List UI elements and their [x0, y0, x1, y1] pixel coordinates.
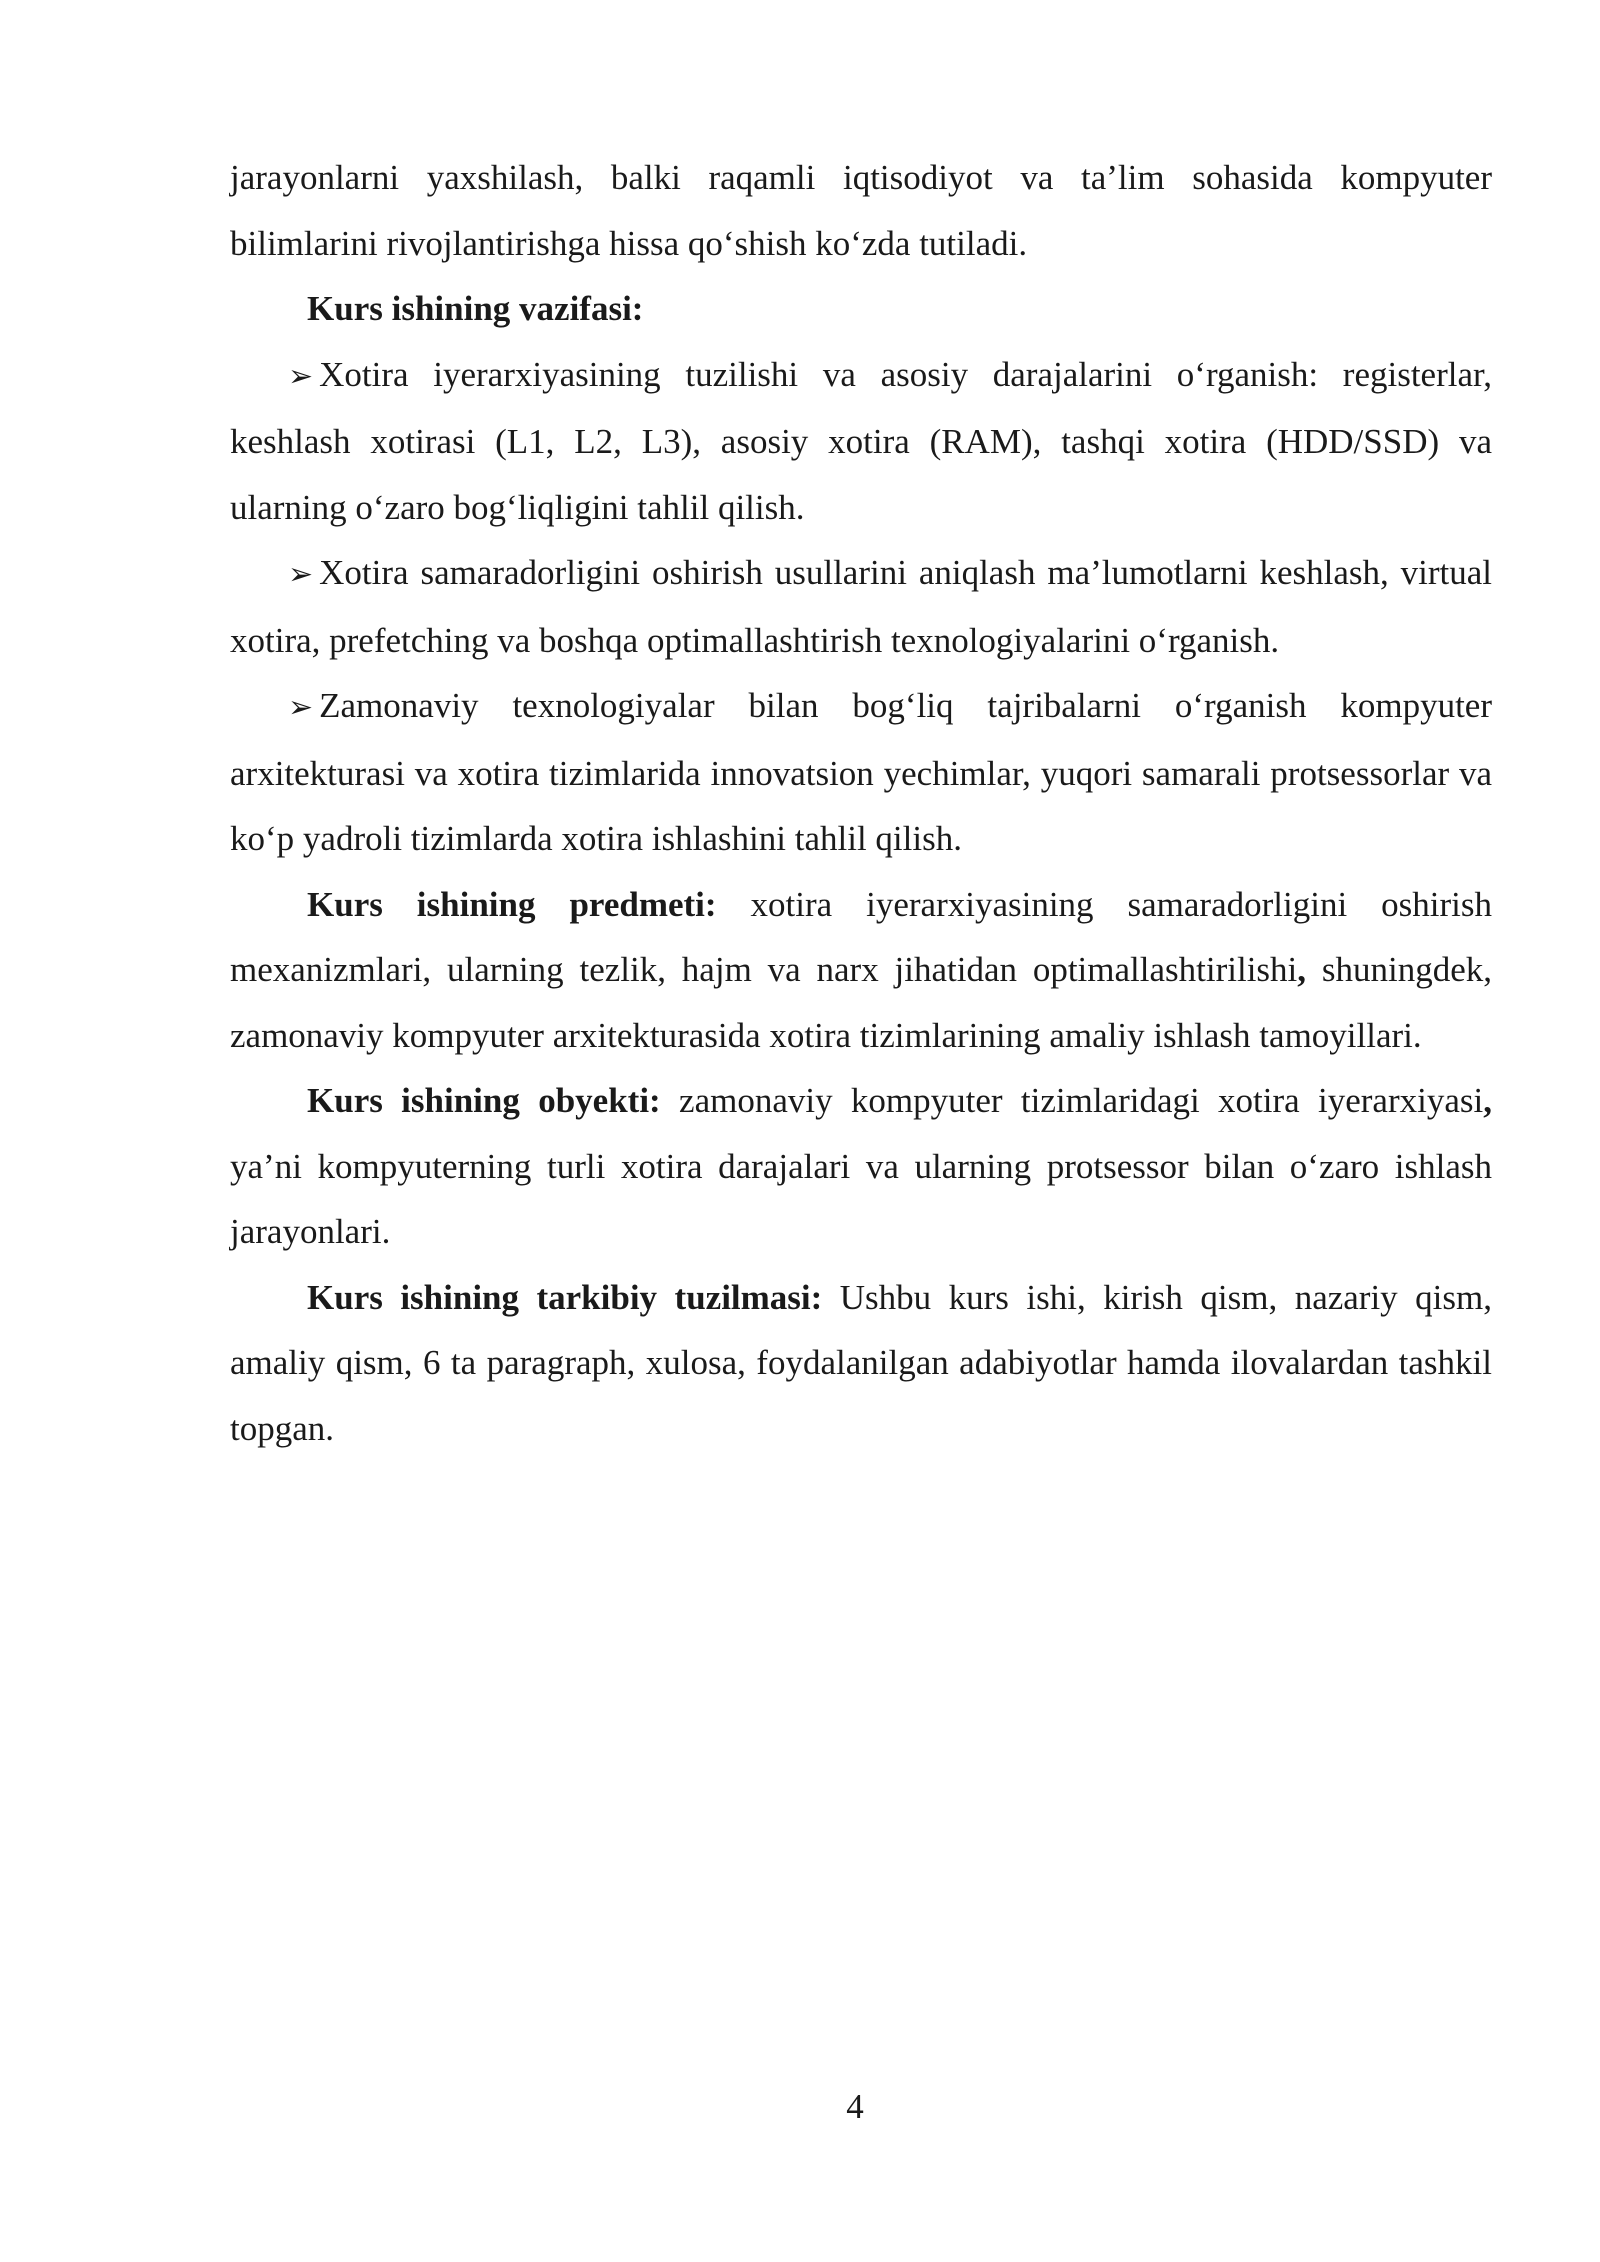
task-item-text: Zamonaviy texnologiyalar bilan bog‘liq tajribalarni o‘rganish kompyuter arxitekturasi va xotira tizimlarida innovatsion yechimlar, yuqori samarali protsessorlar va ko‘p yadroli tizimlarda xotira ishlashini tahlil qilish. — [230, 686, 1492, 858]
page-number: 4 — [846, 2087, 864, 2126]
object-text: zamonaviy kompyuter tizimlaridagi xotira iyerarxiyasi — [660, 1081, 1484, 1120]
task-item-text: Xotira iyerarxiyasining tuzilishi va asosiy darajalarini o‘rganish: registerlar, keshlash xotirasi (L1, L2, L3), asosiy xotira (RAM), tashqi xotira (HDD/SSD) va ularning o‘zaro bog‘liqligini tahlil qilish. — [230, 354, 1492, 527]
tasks-heading: Kurs ishining vazifasi: — [307, 289, 644, 328]
task-item-text: Xotira samaradorligini oshirish usullarini aniqlash ma’lumotlarni keshlash, virtual xotira, prefetching va boshqa optimallashtirish texnologiyalarini o‘rganish. — [230, 553, 1492, 660]
task-item-2 — [230, 540, 1492, 673]
task-item-3 — [230, 673, 1492, 872]
object-label: Kurs ishining obyekti: — [307, 1081, 661, 1120]
structure-paragraph — [230, 1265, 1492, 1462]
object-text-after: ya’ni kompyuterning turli xotira darajalari va ularning protsessor bilan o‘zaro ishlash jarayonlari. — [230, 1146, 1492, 1251]
arrow-bullet-icon: ➢ — [288, 557, 314, 592]
subject-label: Kurs ishining predmeti: — [307, 884, 717, 924]
arrow-bullet-icon: ➢ — [288, 690, 314, 725]
subject-text: xotira iyerarxiyasining samaradorligini oshirish mexanizmlari, ularning tezlik, hajm va narx jihatidan optimallashtirilishi — [230, 884, 1492, 989]
subject-comma: , — [1297, 950, 1307, 989]
object-paragraph — [230, 1068, 1492, 1265]
task-item-1 — [230, 342, 1492, 541]
structure-label: Kurs ishining tarkibiy tuzilmasi: — [307, 1277, 823, 1317]
subject-text-after: shuningdek, zamonaviy kompyuter arxitekturasida xotira tizimlarining amaliy ishlash tamoyillari. — [230, 950, 1492, 1055]
arrow-bullet-icon: ➢ — [288, 358, 314, 394]
object-comma: , — [1483, 1081, 1492, 1120]
subject-paragraph — [230, 872, 1492, 1069]
continuation-paragraph: jarayonlarni yaxshilash, balki raqamli iqtisodiyot va ta’lim sohasida kompyuter bilimlarini rivojlantirishga hissa qo‘shish ko‘zda tutiladi. — [230, 158, 1492, 263]
structure-text: Ushbu kurs ishi, kirish qism, nazariy qism, amaliy qism, 6 ta paragraph, xulosa, foydalanilgan adabiyotlar hamda ilovalardan tashkil topgan. — [230, 1277, 1492, 1448]
page-body — [230, 145, 1492, 1461]
